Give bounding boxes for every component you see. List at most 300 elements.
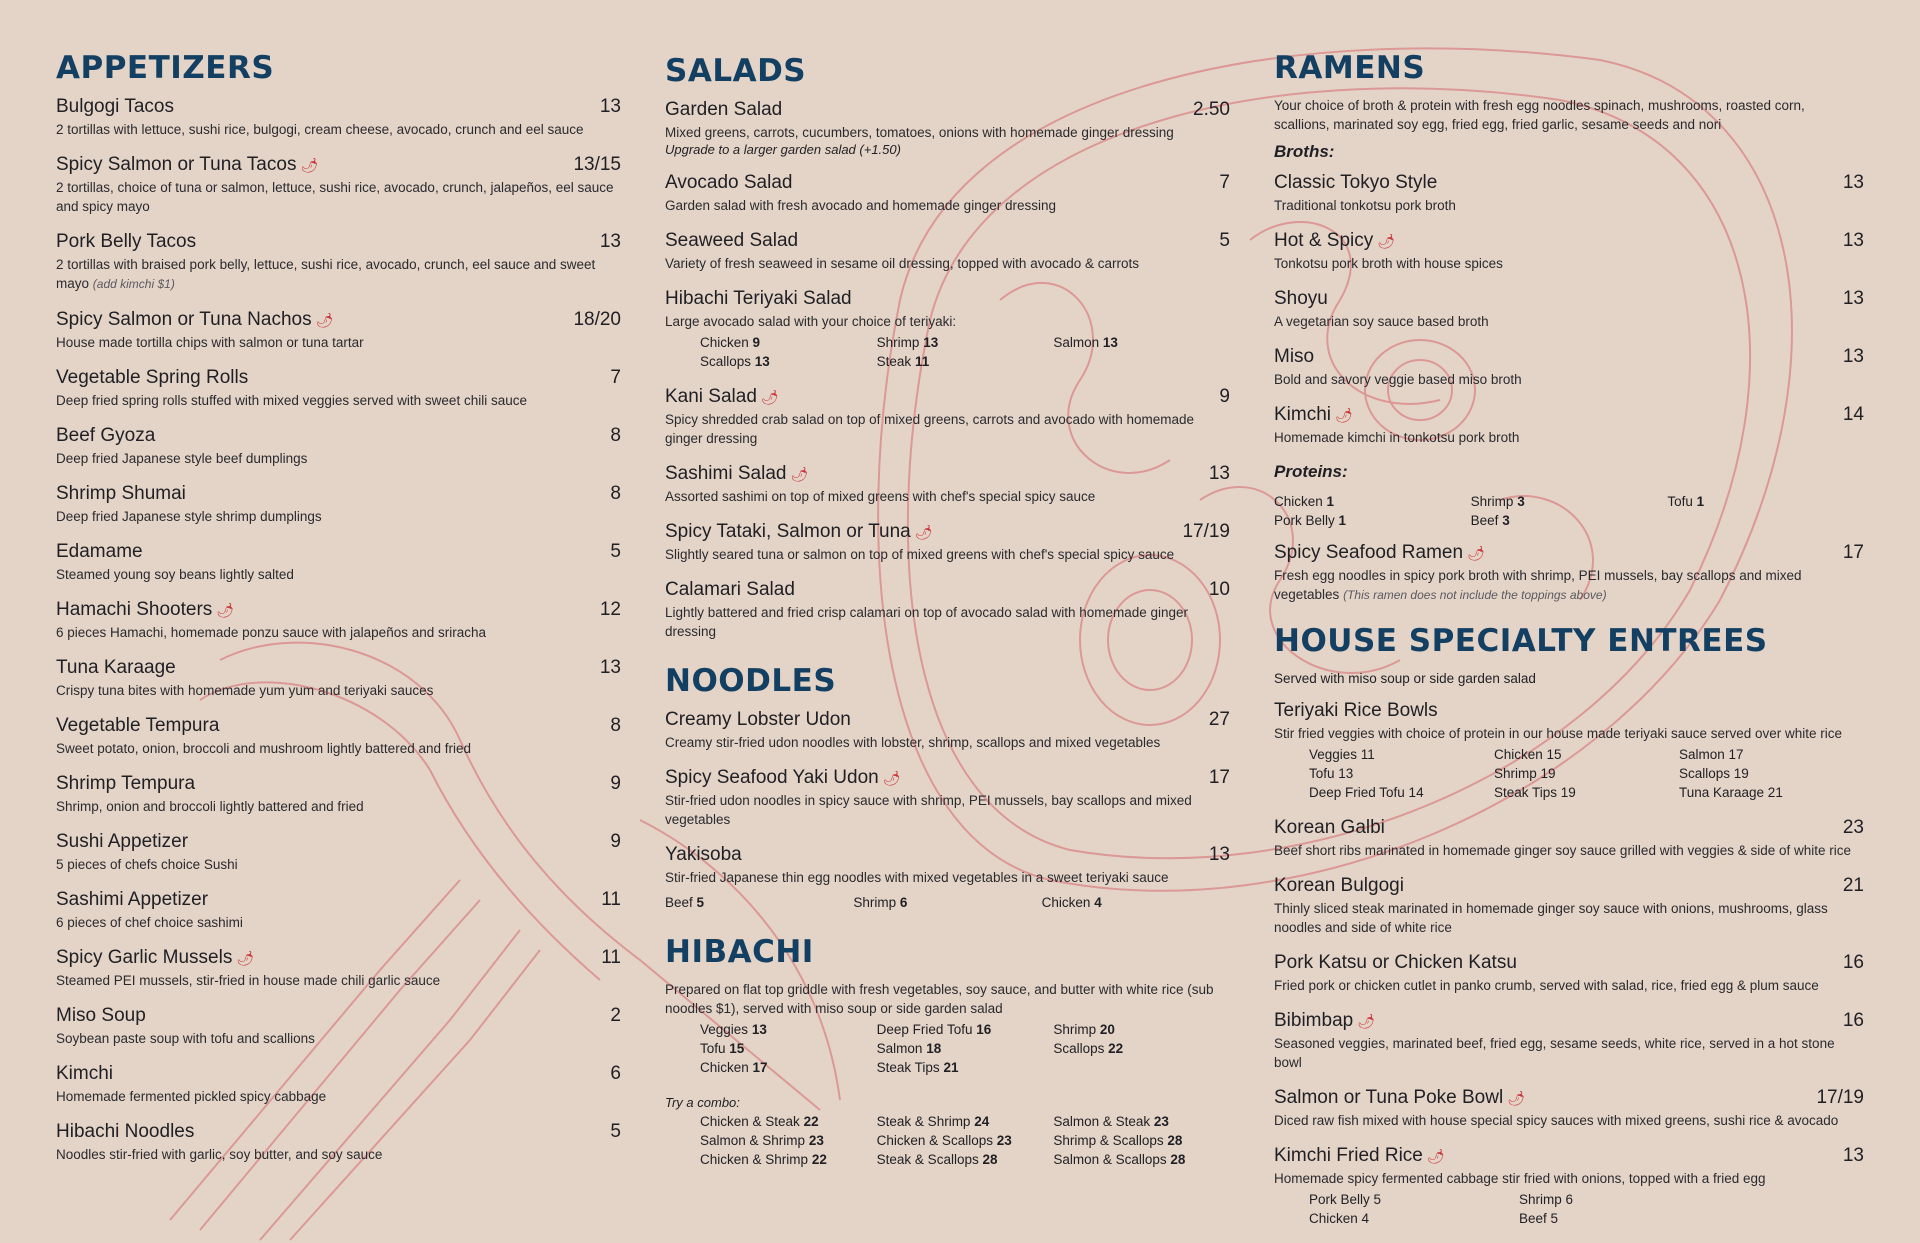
item-desc: Thinly sliced steak marinated in homemade ginger soy sauce with onions, mushrooms, glass noodles and side of white rice — [1274, 901, 1828, 935]
broths-list — [1274, 172, 1864, 447]
option-price: 1 — [1326, 494, 1335, 509]
item-price: 2 — [610, 1005, 621, 1026]
noodles-title: NOODLES — [665, 663, 837, 699]
item-price: 13 — [599, 96, 621, 117]
menu-item — [56, 889, 621, 932]
option-item — [877, 352, 1054, 371]
option-price: 16 — [976, 1022, 992, 1037]
item-desc — [56, 255, 621, 294]
chili-icon: 🌶 — [236, 950, 255, 966]
item-desc: Spicy shredded crab salad on top of mixed greens, carrots and avocado with homemade ginger dressing — [665, 412, 1195, 446]
option-name: Beef — [665, 895, 693, 910]
appetizers-title: APPETIZERS — [56, 50, 275, 86]
option-name: Chicken — [1041, 895, 1091, 910]
item-desc — [56, 178, 621, 216]
item-desc-text: Soybean paste soup with tofu and scallions — [56, 1031, 315, 1046]
middle-column — [665, 50, 1230, 1169]
option-item — [1471, 492, 1668, 511]
option-price: 22 — [811, 1152, 827, 1167]
option-price: 6 — [899, 895, 908, 910]
item-name: Spicy Seafood Yaki Udon — [665, 767, 879, 788]
option-item: Pork Belly 5 — [1309, 1192, 1382, 1207]
item-desc-text: Deep fried Japanese style beef dumplings — [56, 451, 308, 466]
item-price: 13 — [1208, 844, 1230, 865]
chili-icon: 🌶 — [1335, 407, 1353, 423]
option-name: Steak & Shrimp — [876, 1114, 971, 1129]
menu-item — [56, 309, 621, 352]
item-price: 13 — [599, 657, 621, 678]
menu-item — [56, 599, 621, 642]
option-price: 5 — [696, 895, 705, 910]
option-item — [700, 1112, 877, 1131]
item-desc — [56, 1145, 621, 1164]
item-desc — [1274, 566, 1864, 605]
combo-label: Try a combo: — [665, 1095, 740, 1110]
option-name: Salmon & Scallops — [1053, 1152, 1167, 1167]
chili-icon: 🌶 — [1377, 233, 1396, 249]
item-name: Spicy Tataki, Salmon or Tuna — [665, 521, 911, 542]
upgrade-note: Upgrade to a larger garden salad (+1.50) — [665, 142, 901, 157]
item-name: Spicy Seafood Ramen — [1274, 542, 1464, 563]
option-price: 1 — [1696, 494, 1705, 509]
item-desc-text: Sweet potato, onion, broccoli and mushroom lightly battered and fried — [56, 741, 471, 756]
menu-item — [56, 231, 621, 294]
option-name: Steak & Scallops — [876, 1152, 979, 1167]
option-item — [1471, 511, 1668, 530]
option-price: 22 — [1108, 1041, 1124, 1056]
option-price: 28 — [1170, 1152, 1186, 1167]
option-name: Shrimp & Scallops — [1053, 1133, 1164, 1148]
option-price: 9 — [752, 335, 761, 350]
hibachi-combos — [665, 1112, 1230, 1169]
menu-item — [56, 541, 621, 584]
item-name: Bulgogi Tacos — [56, 96, 174, 117]
item-name: Bibimbap — [1274, 1010, 1354, 1031]
option-item — [700, 333, 877, 352]
menu-item — [1274, 542, 1864, 605]
item-name: Kani Salad — [665, 386, 757, 407]
item-price: 13 — [1842, 1145, 1864, 1166]
option-price: 17 — [752, 1060, 768, 1075]
option-price: 28 — [1167, 1133, 1183, 1148]
option-item — [700, 1020, 877, 1039]
option-item — [1053, 1150, 1230, 1169]
appetizers-list — [56, 96, 621, 1164]
option-item — [853, 893, 1041, 912]
item-note: (add kimchi $1) — [92, 277, 175, 291]
option-price: 3 — [1517, 494, 1525, 509]
item-price: 5 — [610, 541, 621, 562]
option-price: 20 — [1099, 1022, 1115, 1037]
menu-item — [1274, 288, 1864, 331]
item-price: 9 — [610, 831, 621, 852]
menu-item — [1274, 700, 1864, 802]
item-desc: Variety of fresh seaweed in sesame oil dressing, topped with avocado & carrots — [665, 256, 1139, 271]
menu-item — [56, 483, 621, 526]
option-item: Chicken 4 — [1309, 1211, 1370, 1226]
house-intro: Served with miso soup or side garden salad — [1274, 671, 1536, 686]
chili-icon: 🌶 — [1426, 1148, 1445, 1164]
item-desc — [56, 120, 621, 139]
item-name: Pork Belly Tacos — [56, 231, 197, 252]
option-item: Tuna Karaage 21 — [1679, 785, 1783, 800]
item-name: Sashimi Salad — [665, 463, 787, 484]
chili-icon: 🌶 — [1467, 545, 1485, 561]
option-price: 23 — [996, 1133, 1012, 1148]
option-item: Steak Tips 19 — [1494, 785, 1576, 800]
item-desc: Large avocado salad with your choice of teriyaki: — [665, 314, 957, 329]
item-desc-text: Traditional tonkotsu pork broth — [1274, 198, 1456, 213]
item-name: Korean Galbi — [1274, 817, 1385, 838]
item-name: Garden Salad — [665, 99, 783, 120]
option-name: Scallops — [1053, 1041, 1105, 1056]
item-name: Calamari Salad — [665, 579, 795, 600]
menu-item — [1274, 1145, 1864, 1228]
menu-item — [56, 773, 621, 816]
item-desc: Lightly battered and fried crisp calamari on top of avocado salad with homemade ginger dressing — [665, 605, 1189, 639]
option-price: 18 — [926, 1041, 942, 1056]
item-name: Miso Soup — [56, 1005, 146, 1026]
item-name: Teriyaki Rice Bowls — [1274, 700, 1438, 721]
option-name: Veggies — [700, 1022, 749, 1037]
chili-icon: 🌶 — [1507, 1090, 1525, 1106]
menu-item — [56, 947, 621, 990]
chili-icon: 🌶 — [300, 157, 319, 173]
option-price: 24 — [974, 1114, 990, 1129]
option-price: 23 — [808, 1133, 824, 1148]
option-item — [877, 1112, 1054, 1131]
item-price: 7 — [610, 367, 621, 388]
option-item: Shrimp 6 — [1519, 1192, 1574, 1207]
item-desc — [1274, 196, 1864, 215]
item-price: 18/20 — [573, 309, 621, 330]
menu-item — [1274, 952, 1864, 995]
item-desc — [1274, 428, 1864, 447]
item-price: 9 — [610, 773, 621, 794]
item-desc: Stir-fried Japanese thin egg noodles with mixed vegetables in a sweet teriyaki sauce — [665, 870, 1169, 885]
menu-item — [665, 709, 1230, 752]
menu-item — [665, 767, 1230, 829]
item-name: Vegetable Spring Rolls — [56, 367, 249, 388]
item-desc: Fried pork or chicken cutlet in panko crumb, served with salad, rice, fried egg & plum sauce — [1274, 978, 1819, 993]
proteins-label: Proteins: — [1274, 462, 1348, 481]
option-item: Salmon 17 — [1679, 747, 1744, 762]
option-price: 13 — [1102, 335, 1118, 350]
option-name: Chicken & Shrimp — [700, 1152, 809, 1167]
item-price: 13 — [599, 231, 621, 252]
fried-rice-options — [1274, 1190, 1729, 1228]
option-name: Chicken — [700, 335, 749, 350]
menu-item — [665, 288, 1230, 371]
item-desc: Homemade spicy fermented cabbage stir fried with onions, topped with a fried egg — [1274, 1171, 1766, 1186]
item-desc-text: Homemade kimchi in tonkotsu pork broth — [1274, 430, 1520, 445]
item-desc: Assorted sashimi on top of mixed greens with chef's special spicy sauce — [665, 489, 1096, 504]
option-price: 15 — [729, 1041, 745, 1056]
option-price: 13 — [923, 335, 939, 350]
option-price: 21 — [943, 1060, 959, 1075]
menu-item — [56, 425, 621, 468]
menu-item — [1274, 172, 1864, 215]
item-desc-text: 2 tortillas, choice of tuna or salmon, lettuce, sushi rice, avocado, crunch, jalapeños, eel sauce and spicy mayo — [56, 180, 614, 214]
item-name: Yakisoba — [665, 844, 742, 865]
item-desc-text: Fresh egg noodles in spicy pork broth with shrimp, PEI mussels, bay scallops and mixed vegetables — [1274, 568, 1802, 602]
item-name: Sashimi Appetizer — [56, 889, 209, 910]
option-item — [877, 1039, 1054, 1058]
item-price: 11 — [601, 947, 621, 968]
item-desc: Diced raw fish mixed with house special spicy sauces with mixed greens, sushi rice & avocado — [1274, 1113, 1839, 1128]
item-price: 17 — [1842, 542, 1864, 563]
item-name: Hamachi Shooters — [56, 599, 213, 620]
protein-options — [1274, 492, 1864, 530]
menu-item — [1274, 230, 1864, 273]
hibachi-title: HIBACHI — [665, 934, 814, 970]
item-note: (This ramen does not include the toppings above) — [1343, 588, 1607, 602]
item-price: 9 — [1219, 386, 1230, 407]
item-desc-text: Crispy tuna bites with homemade yum yum and teriyaki sauces — [56, 683, 434, 698]
item-price: 17/19 — [1182, 521, 1230, 542]
menu-item — [1274, 346, 1864, 389]
option-item: Deep Fried Tofu 14 — [1309, 785, 1424, 800]
item-desc-text: 6 pieces of chef choice sashimi — [56, 915, 243, 930]
item-name: Spicy Salmon or Tuna Tacos — [56, 154, 297, 175]
item-price: 16 — [1842, 952, 1864, 973]
option-item — [1053, 1039, 1230, 1058]
item-name: Kimchi — [1274, 404, 1332, 425]
item-price: 8 — [610, 715, 621, 736]
item-name: Kimchi Fried Rice — [1274, 1145, 1423, 1166]
item-desc-text: House made tortilla chips with salmon or tuna tartar — [56, 335, 364, 350]
item-price: 13 — [1208, 463, 1230, 484]
item-desc: Beef short ribs marinated in homemade ginger soy sauce grilled with veggies & side of white rice — [1274, 843, 1852, 858]
item-price: 27 — [1208, 709, 1230, 730]
option-price: 4 — [1094, 895, 1102, 910]
item-desc-text: 2 tortillas with lettuce, sushi rice, bulgogi, cream cheese, avocado, crunch and eel sauce — [56, 122, 584, 137]
item-price: 17 — [1208, 767, 1230, 788]
item-price: 6 — [610, 1063, 621, 1084]
item-desc — [56, 565, 621, 584]
option-name: Steak Tips — [876, 1060, 940, 1075]
item-price: 17/19 — [1816, 1087, 1864, 1108]
item-name: Creamy Lobster Udon — [665, 709, 851, 730]
item-name: Spicy Garlic Mussels — [56, 947, 233, 968]
option-name: Salmon — [876, 1041, 923, 1056]
option-item — [665, 893, 853, 912]
option-price: 23 — [1153, 1114, 1169, 1129]
option-item — [877, 1131, 1054, 1150]
option-name: Deep Fried Tofu — [876, 1022, 973, 1037]
item-desc — [56, 739, 621, 758]
item-name: Spicy Salmon or Tuna Nachos — [56, 309, 312, 330]
ramens-title: RAMENS — [1274, 50, 1426, 86]
item-name: Shoyu — [1274, 288, 1328, 309]
right-column — [1274, 50, 1864, 1243]
menu-item — [1274, 817, 1864, 860]
item-name: Salmon or Tuna Poke Bowl — [1274, 1087, 1504, 1108]
teriyaki-options — [665, 333, 1230, 371]
item-desc: Slightly seared tuna or salmon on top of mixed greens with chef's special spicy sauce — [665, 547, 1175, 562]
item-price: 13 — [1842, 230, 1864, 251]
hibachi-intro: Prepared on flat top griddle with fresh vegetables, soy sauce, and butter with white rice (sub noodles $1), served with miso soup or side garden salad — [665, 982, 1214, 1016]
item-price: 8 — [610, 425, 621, 446]
item-price: 13/15 — [573, 154, 621, 175]
option-name: Shrimp — [1053, 1022, 1097, 1037]
option-item — [1053, 1112, 1230, 1131]
option-name: Steak — [876, 354, 912, 369]
item-price: 10 — [1208, 579, 1230, 600]
menu-item — [1274, 1087, 1864, 1130]
menu-item — [56, 1005, 621, 1048]
option-item — [877, 1020, 1054, 1039]
item-desc: Creamy stir-fried udon noodles with lobster, shrimp, scallops and mixed vegetables — [665, 735, 1161, 750]
item-price: 14 — [1842, 404, 1864, 425]
option-name: Pork Belly — [1274, 513, 1335, 528]
item-desc-text: Steamed PEI mussels, stir-fried in house made chili garlic sauce — [56, 973, 441, 988]
item-name: Hibachi Noodles — [56, 1121, 195, 1142]
chili-icon: 🌶 — [315, 312, 334, 328]
menu-item — [665, 230, 1230, 273]
item-price: 5 — [1219, 230, 1230, 251]
item-desc-text: Homemade fermented pickled spicy cabbage — [56, 1089, 327, 1104]
option-price: 1 — [1338, 513, 1347, 528]
chili-icon: 🌶 — [882, 770, 901, 786]
item-desc — [56, 333, 621, 352]
item-desc-text: 5 pieces of chefs choice Sushi — [56, 857, 238, 872]
item-price: 11 — [601, 889, 621, 910]
option-price: 11 — [914, 354, 930, 369]
menu-item — [56, 831, 621, 874]
option-price: 22 — [803, 1114, 819, 1129]
option-item — [700, 352, 877, 371]
option-name: Shrimp — [853, 895, 897, 910]
menu-item — [665, 386, 1230, 448]
option-item — [1053, 1020, 1230, 1039]
menu-item — [1274, 875, 1864, 937]
menu-item — [56, 154, 621, 216]
option-name: Salmon — [1053, 335, 1100, 350]
menu-item — [665, 844, 1230, 912]
item-price: 7 — [1219, 172, 1230, 193]
option-name: Chicken & Steak — [700, 1114, 800, 1129]
option-item: Tofu 13 — [1309, 766, 1354, 781]
item-name: Beef Gyoza — [56, 425, 156, 446]
option-item — [1053, 333, 1230, 352]
option-name: Salmon & Shrimp — [700, 1133, 806, 1148]
option-item — [700, 1039, 877, 1058]
menu-item — [1274, 404, 1864, 447]
ramens-intro: Your choice of broth & protein with fresh egg noodles spinach, mushrooms, roasted corn, scallions, marinated soy egg, fried egg, fried garlic, sesame seeds and nori — [1274, 98, 1805, 132]
option-item — [700, 1131, 877, 1150]
item-name: Shrimp Shumai — [56, 483, 186, 504]
chili-icon: 🌶 — [216, 602, 235, 618]
item-desc: Garden salad with fresh avocado and homemade ginger dressing — [665, 198, 1056, 213]
item-name: Avocado Salad — [665, 172, 793, 193]
option-item — [700, 1150, 877, 1169]
item-price: 13 — [1842, 346, 1864, 367]
item-desc — [1274, 254, 1864, 273]
option-name: Chicken — [700, 1060, 749, 1075]
item-desc — [56, 855, 621, 874]
item-name: Sushi Appetizer — [56, 831, 189, 852]
option-name: Tofu — [700, 1041, 726, 1056]
item-price: 16 — [1842, 1010, 1864, 1031]
item-desc-text: 2 tortillas with braised pork belly, lettuce, sushi rice, avocado, crunch, eel sauce and sweet mayo — [56, 257, 596, 291]
item-desc-text: Bold and savory veggie based miso broth — [1274, 372, 1522, 387]
item-desc-text: Deep fried Japanese style shrimp dumplings — [56, 509, 322, 524]
item-price: 21 — [1842, 875, 1864, 896]
menu-item — [665, 521, 1230, 564]
item-price: 8 — [610, 483, 621, 504]
option-item — [1042, 893, 1230, 912]
item-desc — [56, 913, 621, 932]
option-item: Scallops 19 — [1679, 766, 1749, 781]
menu-item — [665, 463, 1230, 506]
item-name: Seaweed Salad — [665, 230, 799, 251]
item-name: Pork Katsu or Chicken Katsu — [1274, 952, 1517, 973]
item-desc: Mixed greens, carrots, cucumbers, tomatoes, onions with homemade ginger dressing — [665, 125, 1174, 140]
item-desc — [1274, 370, 1864, 389]
item-name: Tuna Karaage — [56, 657, 176, 678]
option-name: Beef — [1470, 513, 1499, 528]
chili-icon: 🌶 — [790, 466, 809, 482]
item-name: Hibachi Teriyaki Salad — [665, 288, 852, 309]
item-desc-text: 6 pieces Hamachi, homemade ponzu sauce with jalapeños and sriracha — [56, 625, 486, 640]
item-desc — [56, 797, 621, 816]
item-desc — [56, 1029, 621, 1048]
item-name: Classic Tokyo Style — [1274, 172, 1438, 193]
broths-label: Broths: — [1274, 142, 1335, 161]
item-name: Miso — [1274, 346, 1315, 367]
option-name: Shrimp — [876, 335, 920, 350]
item-desc-text: Noodles stir-fried with garlic, soy butter, and soy sauce — [56, 1147, 383, 1162]
menu-item — [56, 657, 621, 700]
item-name: Shrimp Tempura — [56, 773, 196, 794]
menu-item — [56, 367, 621, 410]
item-price: 2.50 — [1193, 99, 1230, 120]
menu-item — [665, 172, 1230, 215]
option-item — [1053, 1131, 1230, 1150]
option-name: Chicken & Scallops — [876, 1133, 993, 1148]
option-item — [1667, 492, 1864, 511]
teriyaki-bowl-options — [1274, 745, 1864, 802]
item-price: 13 — [1842, 288, 1864, 309]
item-desc — [56, 971, 621, 990]
option-item — [877, 1150, 1054, 1169]
item-price: 13 — [1842, 172, 1864, 193]
option-price: 28 — [982, 1152, 998, 1167]
option-name: Tofu — [1667, 494, 1693, 509]
house-title: HOUSE SPECIALTY ENTREES — [1274, 623, 1768, 659]
option-item — [1274, 492, 1471, 511]
option-item — [1274, 511, 1471, 530]
menu-item — [1274, 1010, 1864, 1072]
item-price: 5 — [610, 1121, 621, 1142]
item-desc-text: Steamed young soy beans lightly salted — [56, 567, 294, 582]
item-desc — [56, 623, 621, 642]
menu-item — [665, 579, 1230, 641]
item-name: Kimchi — [56, 1063, 114, 1084]
item-desc — [56, 391, 621, 410]
item-desc — [56, 507, 621, 526]
option-item: Shrimp 19 — [1494, 766, 1556, 781]
item-name: Korean Bulgogi — [1274, 875, 1404, 896]
item-name: Hot & Spicy — [1274, 230, 1374, 251]
menu-item — [56, 1121, 621, 1164]
menu-item — [665, 99, 1230, 157]
option-item — [877, 1058, 1054, 1077]
item-desc-text: A vegetarian soy sauce based broth — [1274, 314, 1489, 329]
option-name: Chicken — [1274, 494, 1323, 509]
item-price: 12 — [599, 599, 621, 620]
